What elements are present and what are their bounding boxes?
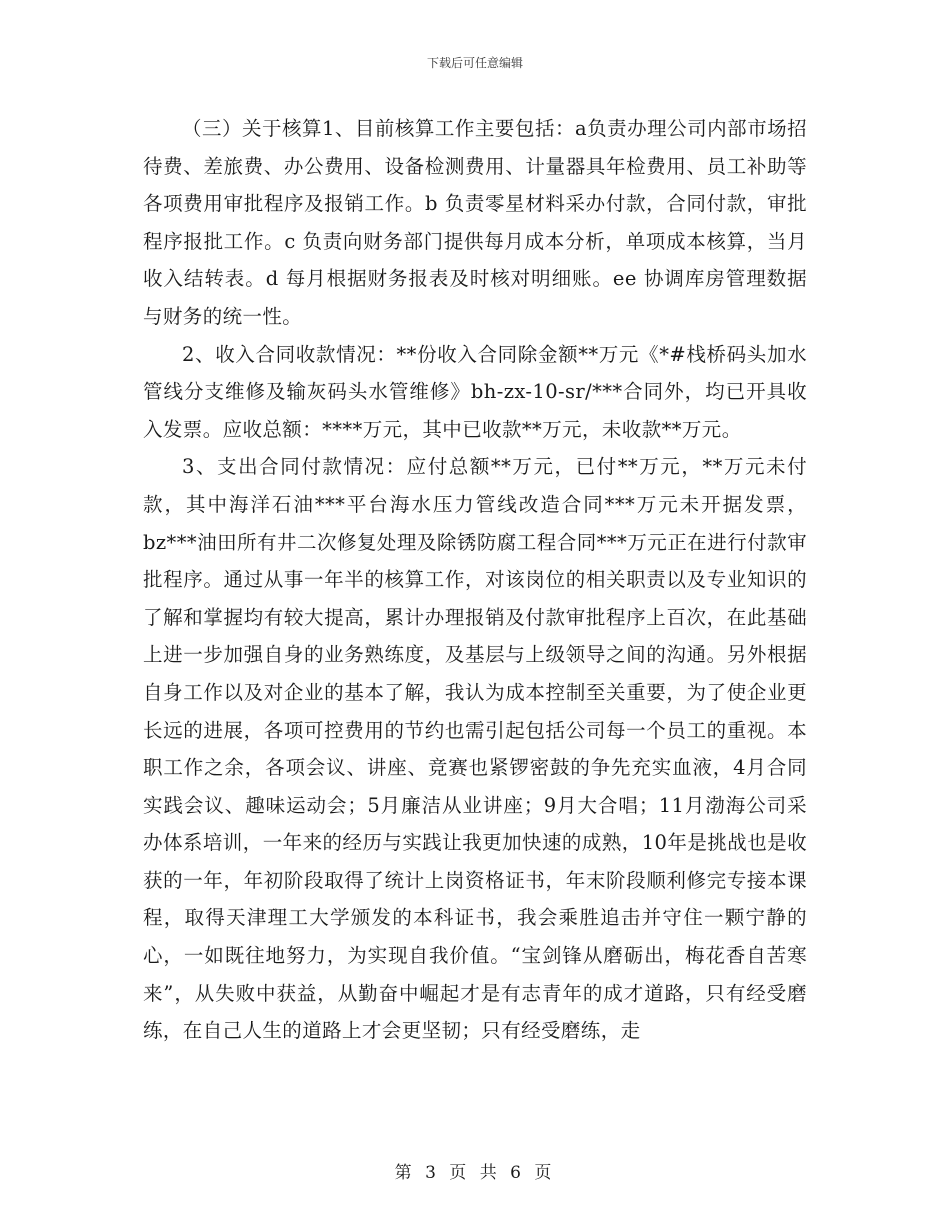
page-header: 下载后可任意编辑 — [426, 56, 523, 70]
document-body — [143, 110, 807, 1050]
paragraph-expense-contracts: 3、支出合同付款情况：应付总额**万元，已付**万元，**万元未付款，其中海洋石油***平台海水压力管线改造合同***万元未开据发票，bz***油田所有井二次修复处理及除锈防腐工程合同***万元正在进行付款审批程序。通过从事一年半的核算工作，对该岗位的相关职责以及专业知识的了解和掌握均有较大提高，累计办理报销及付款审批程序上百次，在此基础上进一步加强自身的业务熟练度，及基层与上级领导之间的沟通。另外根据自身工作以及对企业的基本了解，我认为成本控制至关重要，为了使企业更长远的进展，各项可控费用的节约也需引起包括公司每一个员工的重视。本职工作之余，各项会议、讲座、竞赛也紧锣密鼓的争先充实血液，4月合同实践会议、趣味运动会；5月廉洁从业讲座；9月大合唱；11月渤海公司采办体系培训，一年来的经历与实践让我更加快速的成熟，10年是挑战也是收获的一年，年初阶段取得了统计上岗资格证书，年末阶段顺利修完专接本课程，取得天津理工大学颁发的本科证书，我会乘胜追击并守住一颗宁静的心，一如既往地努力，为实现自我价值。“宝剑锋从磨砺出，梅花香自苦寒来”，从失败中获益，从勤奋中崛起才是有志青年的成才道路，只有经受磨练，在自己人生的道路上才会更坚韧；只有经受磨练，走 — [143, 455, 807, 1043]
paragraph-accounting: （三）关于核算1、目前核算工作主要包括：a负责办理公司内部市场招待费、差旅费、办公费用、设备检测费用、计量器具年检费用、员工补助等各项费用审批程序及报销工作。b 负责零星材料采办付款，合同付款，审批程序报批工作。c 负责向财务部门提供每月成本分析，单项成本核算，当月收入结转表。d 每月根据财务报表及时核对明细账。ee 协调库房管理数据与财务的统一性。 — [143, 117, 807, 328]
paragraph-income-contracts: 2、收入合同收款情况：**份收入合同除金额**万元《*#栈桥码头加水管线分支维修及输灰码头水管维修》bh-zx-10-sr/***合同外，均已开具收入发票。应收总额：****万元，其中已收款**万元，未收款**万元。 — [143, 342, 807, 441]
page-number: 第 3 页 共 6 页 — [394, 1163, 556, 1183]
